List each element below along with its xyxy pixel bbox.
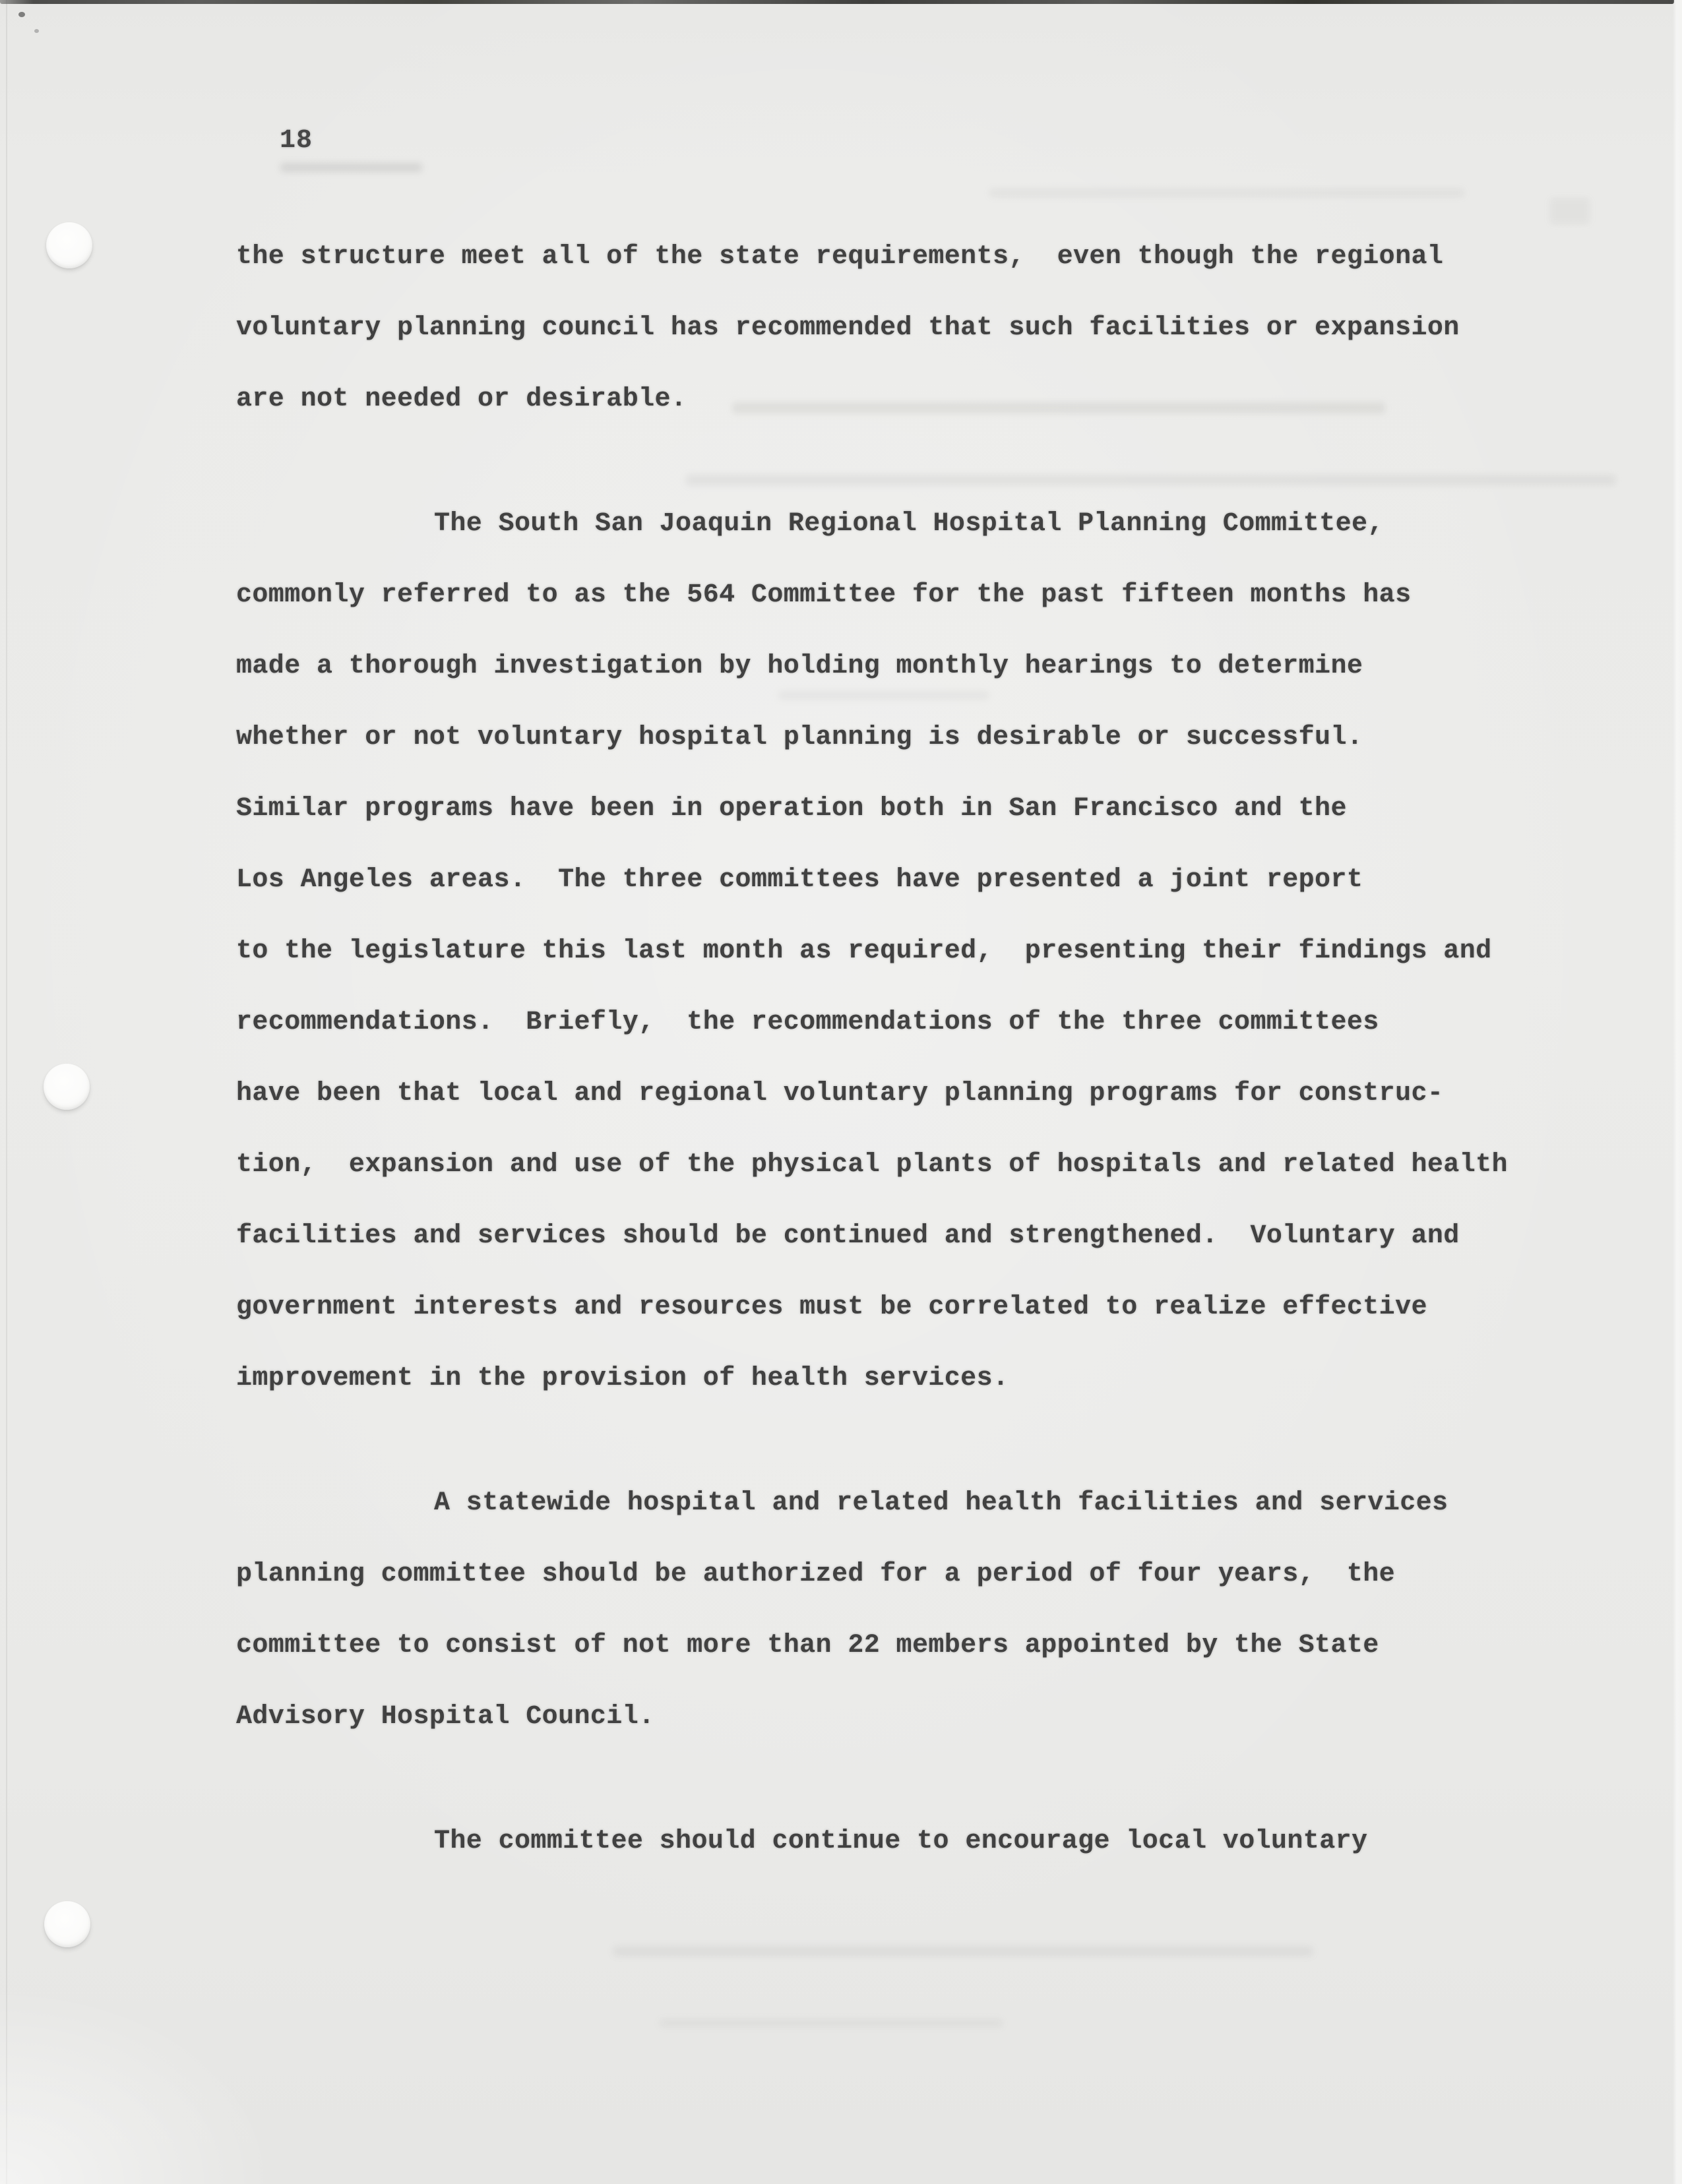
- text-line: government interests and resources must be correlated to realize effective: [236, 1292, 1427, 1322]
- scan-speck: [18, 12, 25, 17]
- text-line: A statewide hospital and related health facilities and services: [434, 1488, 1448, 1518]
- text-line: whether or not voluntary hospital planning is desirable or successful.: [236, 723, 1363, 752]
- punch-hole-middle: [44, 1064, 90, 1110]
- bleed-through-mark: [660, 2019, 1003, 2027]
- text-line: recommendations. Briefly, the recommendations of the three committees: [236, 1008, 1379, 1037]
- scan-left-page-edge: [6, 0, 7, 2184]
- paragraph: [236, 489, 1542, 1414]
- bleed-through-mark: [280, 163, 422, 172]
- text-line: the structure meet all of the state requirements, even though the regional: [236, 242, 1444, 272]
- scan-top-edge: [0, 0, 1674, 4]
- text-line: planning committee should be authorized for a period of four years, the: [236, 1560, 1396, 1589]
- paragraph: [236, 222, 1542, 435]
- paragraph: [236, 1468, 1542, 1753]
- punch-hole-top: [46, 222, 92, 268]
- text-line: commonly referred to as the 564 Committee for the past fifteen months has: [236, 580, 1412, 610]
- text-line: The committee should continue to encourage local voluntary: [434, 1827, 1368, 1856]
- text-line: Advisory Hospital Council.: [236, 1702, 655, 1732]
- text-line: committee to consist of not more than 22 members appointed by the State: [236, 1631, 1379, 1660]
- text-line: Los Angeles areas. The three committees have presented a joint report: [236, 865, 1363, 895]
- text-line: made a thorough investigation by holding monthly hearings to determine: [236, 652, 1363, 681]
- text-line: have been that local and regional voluntary planning programs for construc-: [236, 1079, 1444, 1108]
- scan-right-page-edge: [1673, 0, 1682, 2184]
- text-line: are not needed or desirable.: [236, 384, 687, 414]
- text-line: tion, expansion and use of the physical plants of hospitals and related health: [236, 1150, 1508, 1180]
- bleed-through-mark: [989, 189, 1464, 197]
- document-body: [236, 222, 1542, 1877]
- text-line: to the legislature this last month as required, presenting their findings and: [236, 936, 1492, 966]
- text-line: voluntary planning council has recommended that such facilities or expansion: [236, 313, 1460, 343]
- punch-hole-bottom: [44, 1901, 90, 1947]
- text-line: The South San Joaquin Regional Hospital Planning Committee,: [434, 509, 1384, 539]
- text-line: Similar programs have been in operation both in San Francisco and the: [236, 794, 1347, 824]
- scan-speck: [34, 29, 39, 33]
- text-line: facilities and services should be continued and strengthened. Voluntary and: [236, 1221, 1460, 1251]
- page-number: 18: [280, 126, 313, 156]
- bleed-through-mark: [613, 1947, 1313, 1956]
- bleed-through-mark: [1550, 198, 1590, 224]
- text-line: improvement in the provision of health services.: [236, 1364, 1009, 1393]
- paragraph: [236, 1806, 1542, 1877]
- page-corner-curl: [0, 1986, 277, 2184]
